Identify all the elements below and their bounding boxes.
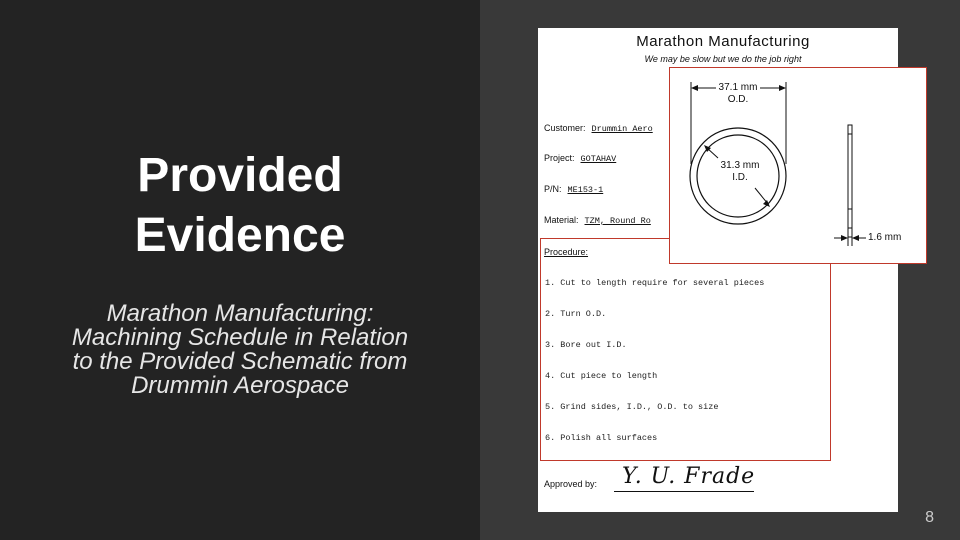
project-label: Project: <box>544 153 575 163</box>
customer-field <box>544 123 653 134</box>
slide-title <box>40 146 440 266</box>
arrowhead-icon <box>779 85 786 91</box>
procedure-step: 1. Cut to length require for several pieces <box>545 278 765 288</box>
ring-side-profile <box>848 125 852 237</box>
subtitle-line: Marathon Manufacturing: <box>106 300 374 327</box>
part-number-field <box>544 184 603 195</box>
slide-subtitle <box>40 302 440 398</box>
project-value: GOTAHAV <box>580 154 617 164</box>
slide-title-line-1: Provided <box>137 149 343 202</box>
material-value: TZM, Round Ro <box>584 216 651 226</box>
part-number-value: ME153-1 <box>567 185 604 195</box>
material-field <box>544 215 651 226</box>
material-label: Material: <box>544 215 579 225</box>
procedure-label: Procedure: <box>544 247 589 257</box>
signature-line <box>614 491 754 492</box>
customer-value: Drummin Aero <box>591 124 653 134</box>
approved-by-label: Approved by: <box>544 479 598 489</box>
subtitle-line: to the Provided Schematic from <box>72 348 408 375</box>
procedure-step: 3. Bore out I.D. <box>545 340 627 350</box>
arrowhead-icon <box>841 235 848 241</box>
arrowhead-icon <box>691 85 698 91</box>
part-number-label: P/N: <box>544 184 562 194</box>
id-label: I.D. <box>732 172 748 183</box>
od-label: O.D. <box>727 94 749 105</box>
document-tagline: We may be slow but we do the job right <box>644 54 802 64</box>
schematic-drawing <box>669 67 927 264</box>
procedure-step: 4. Cut piece to length <box>545 371 658 381</box>
procedure-step: 6. Polish all surfaces <box>545 433 658 443</box>
procedure-step: 2. Turn O.D. <box>545 309 607 319</box>
document-company-name: Marathon Manufacturing <box>636 33 810 50</box>
project-field <box>544 153 616 164</box>
page-number: 8 <box>925 509 934 526</box>
signature: Y. U. Frade <box>622 464 756 489</box>
subtitle-line: Drummin Aerospace <box>131 372 349 399</box>
id-value: 31.3 mm <box>720 160 760 171</box>
thickness-value: 1.6 mm <box>868 232 902 243</box>
procedure-highlight-box <box>540 238 831 461</box>
customer-label: Customer: <box>544 123 586 133</box>
subtitle-line: Machining Schedule in Relation <box>71 324 409 351</box>
arrowhead-icon <box>852 235 859 241</box>
procedure-step: 5. Grind sides, I.D., O.D. to size <box>545 402 719 412</box>
od-value: 37.1 mm <box>718 82 758 93</box>
slide-title-line-2: Evidence <box>134 209 346 262</box>
